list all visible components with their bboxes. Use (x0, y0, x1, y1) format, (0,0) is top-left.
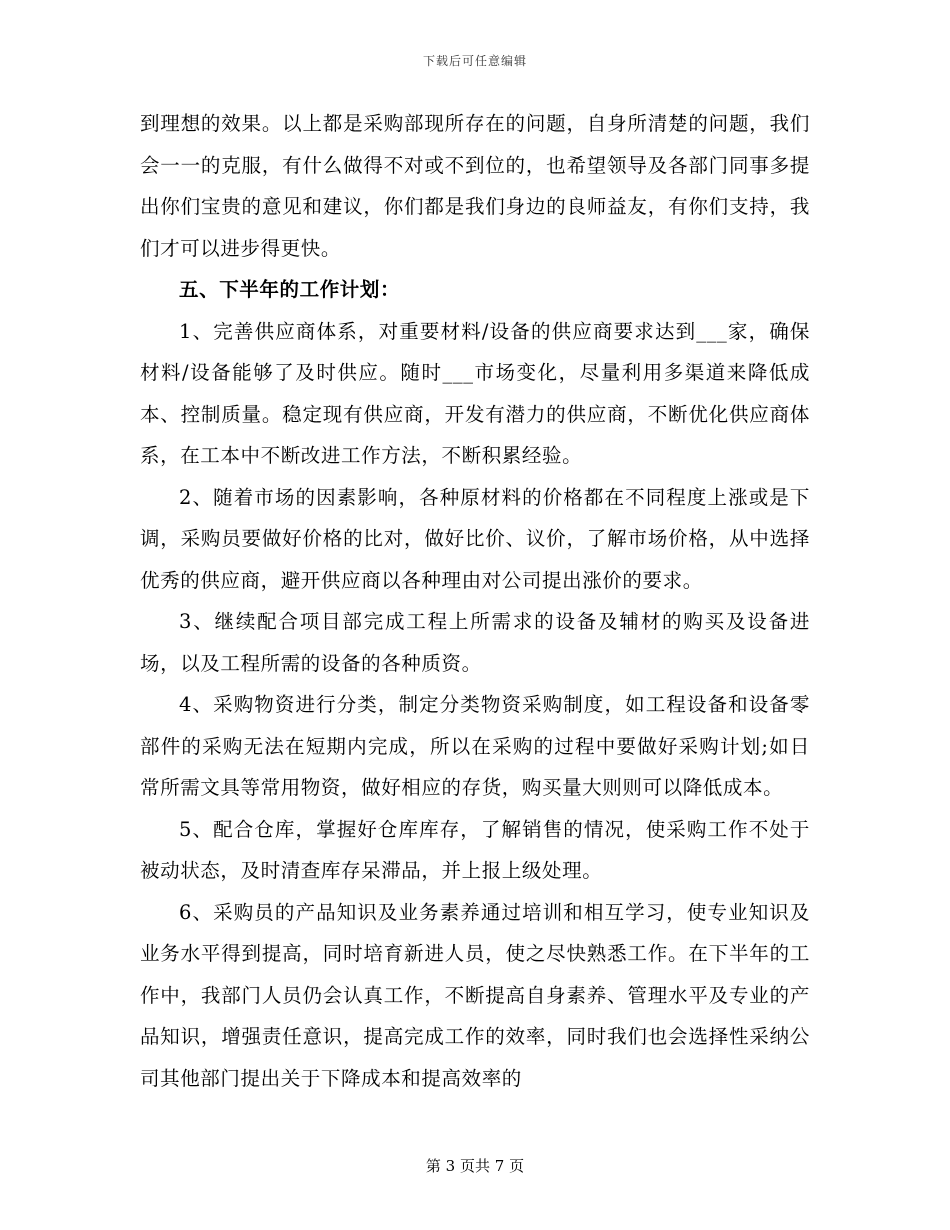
document-body (140, 103, 810, 1099)
page-number: 第 3 页共 7 页 (425, 1157, 525, 1175)
paragraph-item-1: 1、完善供应商体系，对重要材料/设备的供应商要求达到___家，确保材料/设备能够了及时供应。随时___市场变化，尽量利用多渠道来降低成本、控制质量。稳定现有供应商，开发有潜力的供应商，不断优化供应商体系，在工本中不断改进工作方法，不断积累经验。 (140, 319, 810, 467)
paragraph-item-6: 6、采购员的产品知识及业务素养通过培训和相互学习，使专业知识及业务水平得到提高，同时培育新进人员，使之尽快熟悉工作。在下半年的工作中，我部门人员仍会认真工作，不断提高自身素养、管理水平及专业的产品知识，增强责任意识，提高完成工作的效率，同时我们也会选择性采纳公司其他部门提出关于下降成本和提高效率的 (140, 900, 810, 1090)
paragraph-continuation: 到理想的效果。以上都是采购部现所存在的问题，自身所清楚的问题，我们会一一的克服，有什么做得不对或不到位的，也希望领导及各部门同事多提出你们宝贵的意见和建议，你们都是我们身边的良师益友，有你们支持，我们才可以进步得更快。 (140, 112, 810, 260)
paragraph-item-4: 4、采购物资进行分类，制定分类物资采购制度，如工程设备和设备零部件的采购无法在短期内完成，所以在采购的过程中要做好采购计划;如日常所需文具等常用物资，做好相应的存货，购买量大则则可以降低成本。 (140, 693, 810, 799)
paragraph-item-3: 3、继续配合项目部完成工程上所需求的设备及辅材的购买及设备进场，以及工程所需的设备的各种质资。 (140, 610, 810, 675)
section-heading: 五、下半年的工作计划： (179, 278, 401, 301)
header-note: 下载后可任意编辑 (422, 54, 527, 68)
paragraph-item-5: 5、配合仓库，掌握好仓库库存，了解销售的情况，使采购工作不处于被动状态，及时清查库存呆滞品，并上报上级处理。 (140, 817, 810, 882)
paragraph-item-2: 2、随着市场的因素影响，各种原材料的价格都在不同程度上涨或是下调，采购员要做好价格的比对，做好比价、议价，了解市场价格，从中选择优秀的供应商，避开供应商以各种理由对公司提出涨价的要求。 (140, 485, 810, 592)
